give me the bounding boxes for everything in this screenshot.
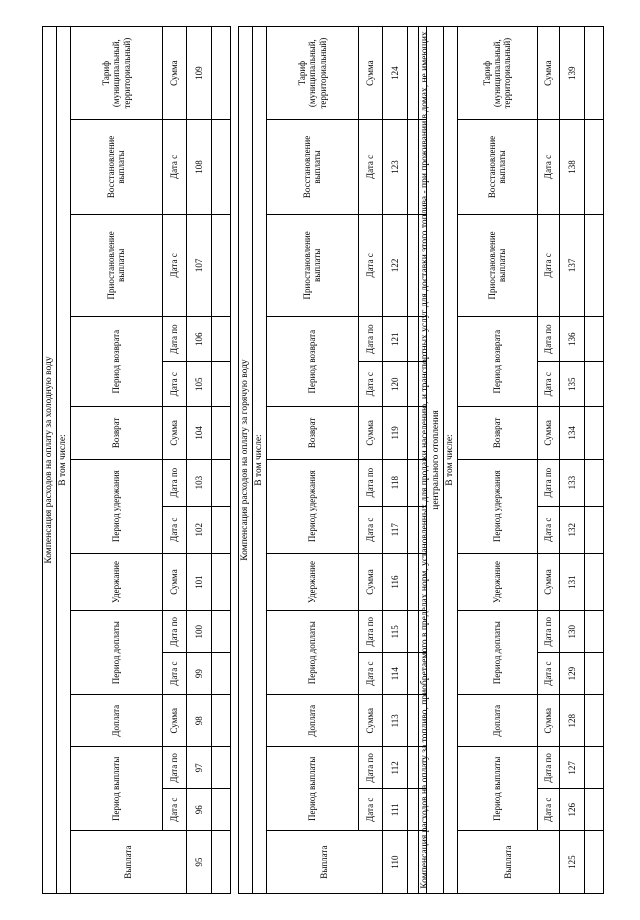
header-payment-period: Период выплаты xyxy=(70,747,162,831)
empty-cell xyxy=(584,214,603,317)
column-number: 95 xyxy=(186,831,211,894)
header-sum: Сумма xyxy=(358,553,382,611)
column-number: 115 xyxy=(382,611,407,653)
header-date-from: Дата с xyxy=(358,789,382,831)
column-number: 105 xyxy=(186,362,211,407)
table-title: Компенсация расходов на оплату за топливо, приобретаемого в пределах норм, установленных для продажи населению, и транспортных услуг для доставки этого топлива - при проживании в домах, не имеющих центрального отопления xyxy=(419,27,444,894)
header-tariff: Тариф (муниципальный, территориальный) xyxy=(266,27,358,120)
column-number: 110 xyxy=(382,831,407,894)
header-date-to: Дата по xyxy=(162,459,186,506)
header-refund: Возврат xyxy=(266,407,358,459)
header-restoration: Восстановление выплаты xyxy=(266,120,358,214)
header-date-from: Дата с xyxy=(358,506,382,553)
header-date-from: Дата с xyxy=(537,506,559,553)
column-number: 120 xyxy=(382,362,407,407)
empty-cell xyxy=(211,407,230,459)
empty-cell xyxy=(584,407,603,459)
table-block-hot-water xyxy=(238,26,427,894)
empty-cell xyxy=(584,695,603,747)
empty-data-row xyxy=(584,27,603,894)
empty-cell xyxy=(584,611,603,653)
column-number: 131 xyxy=(559,553,584,611)
column-number: 103 xyxy=(186,459,211,506)
header-date-from: Дата с xyxy=(537,653,559,695)
header-payment-period: Период выплаты xyxy=(457,747,537,831)
column-number: 102 xyxy=(186,506,211,553)
header-date-to: Дата по xyxy=(537,747,559,789)
column-number: 135 xyxy=(559,362,584,407)
header-payment-period: Период выплаты xyxy=(266,747,358,831)
column-number: 126 xyxy=(559,789,584,831)
column-number-row xyxy=(559,27,584,894)
empty-cell xyxy=(211,27,230,120)
empty-cell xyxy=(211,653,230,695)
column-number: 114 xyxy=(382,653,407,695)
header-date-from: Дата с xyxy=(358,120,382,214)
column-number: 139 xyxy=(559,27,584,120)
header-sum: Сумма xyxy=(162,553,186,611)
header-payment: Выплата xyxy=(266,831,382,894)
column-number: 125 xyxy=(559,831,584,894)
empty-cell xyxy=(584,553,603,611)
column-number: 129 xyxy=(559,653,584,695)
empty-cell xyxy=(211,317,230,362)
table-title: Компенсация расходов на оплату за холодную воду xyxy=(43,27,57,894)
header-sum: Сумма xyxy=(537,27,559,120)
column-number: 122 xyxy=(382,214,407,317)
empty-cell xyxy=(211,747,230,789)
column-number: 107 xyxy=(186,214,211,317)
header-date-from: Дата с xyxy=(358,653,382,695)
header-payment: Выплата xyxy=(70,831,186,894)
empty-cell xyxy=(211,362,230,407)
header-date-to: Дата по xyxy=(537,611,559,653)
column-number: 137 xyxy=(559,214,584,317)
in-total-label: В том числе: xyxy=(443,27,457,894)
empty-cell xyxy=(584,317,603,362)
column-number: 100 xyxy=(186,611,211,653)
header-restoration: Восстановление выплаты xyxy=(70,120,162,214)
header-refund-period: Период возврата xyxy=(70,317,162,407)
header-date-to: Дата по xyxy=(162,747,186,789)
header-date-to: Дата по xyxy=(162,317,186,362)
column-number-row xyxy=(382,27,407,894)
header-refund: Возврат xyxy=(70,407,162,459)
compensation-table xyxy=(42,26,231,894)
header-date-to: Дата по xyxy=(358,611,382,653)
header-sum: Сумма xyxy=(537,407,559,459)
in-total-label: В том числе: xyxy=(252,27,266,894)
column-number: 101 xyxy=(186,553,211,611)
empty-cell xyxy=(211,553,230,611)
column-number: 96 xyxy=(186,789,211,831)
header-date-to: Дата по xyxy=(162,611,186,653)
header-deduction-period: Период удержания xyxy=(70,459,162,553)
column-number: 133 xyxy=(559,459,584,506)
header-refund-period: Период возврата xyxy=(457,317,537,407)
column-number: 134 xyxy=(559,407,584,459)
table-title: Компенсация расходов на оплату за горячую воду xyxy=(239,27,253,894)
empty-cell xyxy=(584,459,603,506)
header-date-from: Дата с xyxy=(537,789,559,831)
header-date-to: Дата по xyxy=(358,747,382,789)
header-date-to: Дата по xyxy=(358,459,382,506)
empty-cell xyxy=(211,611,230,653)
in-total-label: В том числе: xyxy=(56,27,70,894)
empty-cell xyxy=(211,789,230,831)
empty-cell xyxy=(211,831,230,894)
compensation-table xyxy=(418,26,604,894)
header-date-from: Дата с xyxy=(358,362,382,407)
header-deduction: Удержание xyxy=(457,553,537,611)
empty-cell xyxy=(584,831,603,894)
header-date-from: Дата с xyxy=(537,214,559,317)
header-refund: Возврат xyxy=(457,407,537,459)
header-tariff: Тариф (муниципальный, территориальный) xyxy=(457,27,537,120)
header-extra-payment: Доплата xyxy=(70,695,162,747)
header-extra-payment: Доплата xyxy=(266,695,358,747)
column-number: 136 xyxy=(559,317,584,362)
column-number: 118 xyxy=(382,459,407,506)
header-suspension: Приостановление выплаты xyxy=(266,214,358,317)
empty-cell xyxy=(584,789,603,831)
empty-cell xyxy=(211,695,230,747)
header-date-from: Дата с xyxy=(537,362,559,407)
column-number: 119 xyxy=(382,407,407,459)
column-number: 130 xyxy=(559,611,584,653)
column-number: 132 xyxy=(559,506,584,553)
column-number: 116 xyxy=(382,553,407,611)
header-date-to: Дата по xyxy=(358,317,382,362)
column-number: 98 xyxy=(186,695,211,747)
empty-cell xyxy=(211,214,230,317)
header-date-to: Дата по xyxy=(537,459,559,506)
table-block-cold-water xyxy=(42,26,231,894)
header-date-to: Дата по xyxy=(537,317,559,362)
header-suspension: Приостановление выплаты xyxy=(70,214,162,317)
column-number: 117 xyxy=(382,506,407,553)
column-number: 124 xyxy=(382,27,407,120)
header-refund-period: Период возврата xyxy=(266,317,358,407)
header-date-from: Дата с xyxy=(162,214,186,317)
header-extra-payment-period: Период доплаты xyxy=(266,611,358,695)
header-sum: Сумма xyxy=(537,695,559,747)
header-date-from: Дата с xyxy=(358,214,382,317)
column-number: 123 xyxy=(382,120,407,214)
empty-cell xyxy=(584,747,603,789)
header-date-from: Дата с xyxy=(162,362,186,407)
column-number: 111 xyxy=(382,789,407,831)
header-date-from: Дата с xyxy=(537,120,559,214)
header-sum: Сумма xyxy=(358,695,382,747)
rotated-page xyxy=(20,20,620,900)
column-number: 97 xyxy=(186,747,211,789)
column-number: 121 xyxy=(382,317,407,362)
empty-cell xyxy=(211,120,230,214)
header-suspension: Приостановление выплаты xyxy=(457,214,537,317)
empty-cell xyxy=(584,653,603,695)
header-sum: Сумма xyxy=(162,27,186,120)
header-deduction-period: Период удержания xyxy=(457,459,537,553)
header-deduction: Удержание xyxy=(266,553,358,611)
column-number: 108 xyxy=(186,120,211,214)
header-deduction-period: Период удержания xyxy=(266,459,358,553)
empty-cell xyxy=(584,506,603,553)
header-sum: Сумма xyxy=(162,695,186,747)
header-date-from: Дата с xyxy=(162,653,186,695)
empty-cell xyxy=(211,506,230,553)
column-number: 99 xyxy=(186,653,211,695)
column-number: 128 xyxy=(559,695,584,747)
header-extra-payment-period: Период доплаты xyxy=(457,611,537,695)
column-number-row xyxy=(186,27,211,894)
column-number: 104 xyxy=(186,407,211,459)
empty-cell xyxy=(584,120,603,214)
header-date-from: Дата с xyxy=(162,789,186,831)
column-number: 112 xyxy=(382,747,407,789)
header-date-from: Дата с xyxy=(162,506,186,553)
header-restoration: Восстановление выплаты xyxy=(457,120,537,214)
column-number: 113 xyxy=(382,695,407,747)
table-block-fuel xyxy=(418,26,604,894)
column-number: 109 xyxy=(186,27,211,120)
empty-cell xyxy=(584,27,603,120)
compensation-table xyxy=(238,26,427,894)
column-number: 127 xyxy=(559,747,584,789)
column-number: 138 xyxy=(559,120,584,214)
header-sum: Сумма xyxy=(537,553,559,611)
header-sum: Сумма xyxy=(358,407,382,459)
header-tariff: Тариф (муниципальный, территориальный) xyxy=(70,27,162,120)
header-extra-payment-period: Период доплаты xyxy=(70,611,162,695)
header-deduction: Удержание xyxy=(70,553,162,611)
empty-cell xyxy=(584,362,603,407)
header-sum: Сумма xyxy=(358,27,382,120)
header-date-from: Дата с xyxy=(162,120,186,214)
header-payment: Выплата xyxy=(457,831,559,894)
header-extra-payment: Доплата xyxy=(457,695,537,747)
empty-cell xyxy=(211,459,230,506)
header-sum: Сумма xyxy=(162,407,186,459)
column-number: 106 xyxy=(186,317,211,362)
empty-data-row xyxy=(211,27,230,894)
